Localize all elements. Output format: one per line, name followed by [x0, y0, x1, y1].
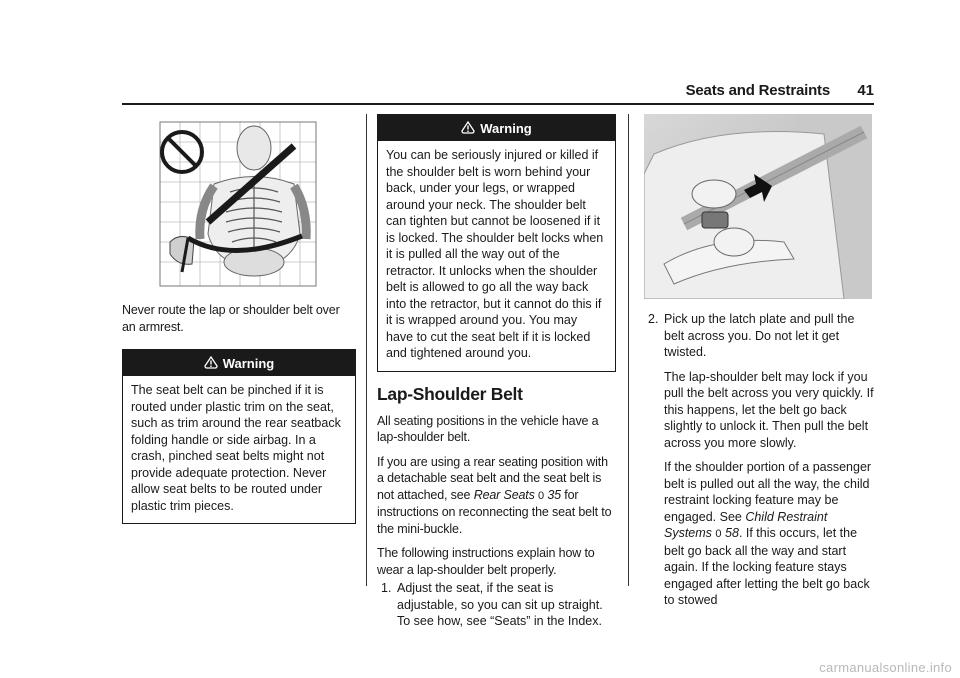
warning-body: The seat belt can be pinched if it is routed under plastic trim on the seat, such as trim around the rear seatback folding handle or side airbag. In a crash, pinched seat belts might not provide adequate protection. Never allow seat belts to be routed under plastic trim pieces.: [131, 383, 341, 513]
cross-reference-link[interactable]: Child Restraint Systems: [664, 509, 828, 540]
paragraph: The following instructions explain how to wear a lap-shoulder belt properly.: [377, 546, 595, 577]
page-number: 41: [857, 82, 874, 99]
list-number: 1.: [381, 581, 392, 595]
list-item: [644, 311, 874, 361]
warning-icon: [204, 356, 218, 370]
column-divider: [366, 114, 367, 586]
warning-title: Warning: [222, 355, 275, 371]
warning-icon: [461, 121, 475, 135]
page-ref-arrow-icon: 0: [715, 528, 722, 540]
list-number: 2.: [648, 312, 659, 326]
page-footer: [0, 658, 960, 678]
figure-caption: Never route the lap or shoulder belt over an armrest.: [122, 303, 340, 334]
list-text: Adjust the seat, if the seat is adjustable, so you can sit up straight. To see how, see “Seats” in the Index.: [397, 581, 603, 628]
warning-title: Warning: [480, 120, 532, 136]
watermark: carmanualsonline.info: [819, 660, 952, 675]
warning-box: [377, 114, 616, 372]
list-text: Pick up the latch plate and pull the belt across you. Do not let it get twisted.: [664, 312, 855, 359]
step-paragraph: [644, 459, 874, 609]
warning-body: You can be seriously injured or killed if the shoulder belt is worn behind your back, under your legs, or wrapped around your neck. The shoulder belt can tighten but cannot be loosened if it is locked. The shoulder belt locks when it is pulled all the way out of the retractor. It unlocks when the shoulder belt is allowed to go all the way back into the retractor, but it cannot do this if it is wrapped around you. You may have to cut the seat belt if it is locked and tightened around you.: [386, 148, 604, 360]
prohibited-belt-routing-icon: [122, 114, 356, 294]
warning-box: [122, 349, 356, 524]
header-rule: [122, 103, 874, 105]
page-reference[interactable]: 58: [725, 526, 739, 540]
warning-header: [123, 350, 355, 376]
column-right: [644, 114, 874, 609]
prohibited-belt-routing-illustration: [122, 114, 356, 294]
step-paragraph: The lap-shoulder belt may lock if you pull the belt across you very quickly. If this happens, let the belt go back slightly to unlock it. Then pull the belt across you more slowly.: [664, 369, 874, 450]
column-divider: [628, 114, 629, 586]
latch-plate-pull-illustration: [644, 114, 872, 299]
text: If you are using a rear seating position with a detachable seat belt and the seat belt is not attached, see: [377, 454, 608, 502]
page-reference[interactable]: 35: [547, 487, 561, 502]
paragraph: [377, 454, 616, 538]
list-item: [377, 580, 616, 630]
column-middle: [377, 114, 616, 630]
column-left: [122, 114, 356, 524]
page-header: [0, 0, 960, 106]
section-title: Seats and Restraints: [685, 82, 830, 99]
page-ref-arrow-icon: 0: [538, 489, 545, 502]
paragraph: All seating positions in the vehicle have a lap-shoulder belt.: [377, 413, 599, 444]
text: If the shoulder portion of a passenger belt is pulled out all the way, the child restraint locking feature may be engaged. See: [664, 460, 872, 524]
warning-header: [378, 115, 615, 141]
text: . If this occurs, let the belt go back all the way and start again. If the locking feature stays engaged after letting the belt go back to stowed: [664, 526, 870, 607]
latch-plate-pull-icon: [644, 114, 872, 299]
cross-reference-link[interactable]: Rear Seats: [473, 487, 535, 502]
text: for instructions on reconnecting the seat belt to the mini-buckle.: [377, 487, 612, 536]
section-heading: Lap-Shoulder Belt: [377, 383, 523, 404]
